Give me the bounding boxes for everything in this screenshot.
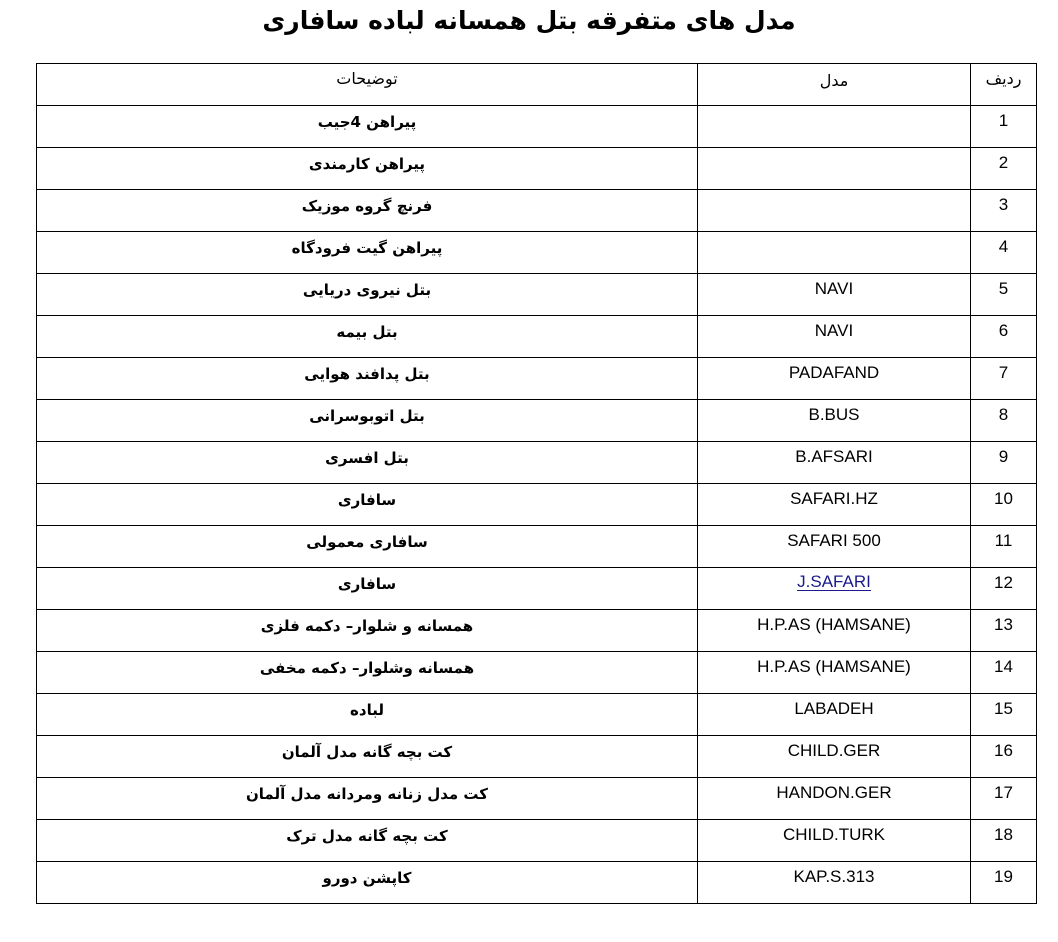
description-cell: سافاری (37, 484, 698, 526)
row-number-cell: 6 (971, 316, 1037, 358)
model-cell (698, 568, 971, 610)
row-number-cell: 9 (971, 442, 1037, 484)
table-row (37, 820, 1037, 862)
description-cell: بتل اتوبوسرانی (37, 400, 698, 442)
description-cell: همسانه وشلوار– دکمه مخفی (37, 652, 698, 694)
model-cell: NAVI (698, 316, 971, 358)
table-row (37, 148, 1037, 190)
table-row (37, 316, 1037, 358)
description-cell: همسانه و شلوار– دکمه فلزی (37, 610, 698, 652)
row-number-cell: 3 (971, 190, 1037, 232)
row-number-cell: 18 (971, 820, 1037, 862)
header-row-number: ردیف (971, 64, 1037, 106)
header-description: توضیحات (37, 64, 698, 106)
table-row (37, 736, 1037, 778)
table-row (37, 568, 1037, 610)
model-cell: KAP.S.313 (698, 862, 971, 904)
table-row (37, 778, 1037, 820)
model-cell: B.AFSARI (698, 442, 971, 484)
model-cell: PADAFAND (698, 358, 971, 400)
table-row (37, 190, 1037, 232)
table-row (37, 274, 1037, 316)
description-cell: بتل نیروی دریایی (37, 274, 698, 316)
model-cell: CHILD.GER (698, 736, 971, 778)
row-number-cell: 7 (971, 358, 1037, 400)
description-cell: پیراهن گیت فرودگاه (37, 232, 698, 274)
description-cell: بتل پدافند هوایی (37, 358, 698, 400)
table-row (37, 400, 1037, 442)
description-cell: فرنچ گروه موزیک (37, 190, 698, 232)
row-number-cell: 12 (971, 568, 1037, 610)
model-cell: LABADEH (698, 694, 971, 736)
row-number-cell: 11 (971, 526, 1037, 568)
row-number-cell: 14 (971, 652, 1037, 694)
description-cell: کت بچه گانه مدل آلمان (37, 736, 698, 778)
table-row (37, 232, 1037, 274)
table-row (37, 358, 1037, 400)
model-cell (698, 148, 971, 190)
row-number-cell: 2 (971, 148, 1037, 190)
model-cell: HANDON.GER (698, 778, 971, 820)
model-cell (698, 190, 971, 232)
row-number-cell: 16 (971, 736, 1037, 778)
table-row (37, 442, 1037, 484)
description-cell: پیراهن 4جیب (37, 106, 698, 148)
description-cell: پیراهن کارمندی (37, 148, 698, 190)
description-cell: سافاری (37, 568, 698, 610)
table-row (37, 652, 1037, 694)
row-number-cell: 8 (971, 400, 1037, 442)
row-number-cell: 19 (971, 862, 1037, 904)
table-row (37, 610, 1037, 652)
description-cell: بتل افسری (37, 442, 698, 484)
model-cell: B.BUS (698, 400, 971, 442)
row-number-cell: 1 (971, 106, 1037, 148)
header-model: مدل (698, 64, 971, 106)
description-cell: بتل بیمه (37, 316, 698, 358)
table-row (37, 862, 1037, 904)
model-cell: H.P.AS (HAMSANE) (698, 610, 971, 652)
model-cell: CHILD.TURK (698, 820, 971, 862)
table-row (37, 484, 1037, 526)
description-cell: سافاری معمولی (37, 526, 698, 568)
row-number-cell: 15 (971, 694, 1037, 736)
model-cell: SAFARI.HZ (698, 484, 971, 526)
row-number-cell: 17 (971, 778, 1037, 820)
model-link[interactable]: J.SAFARI (797, 568, 871, 591)
row-number-cell: 5 (971, 274, 1037, 316)
row-number-cell: 10 (971, 484, 1037, 526)
table-row (37, 106, 1037, 148)
description-cell: لباده (37, 694, 698, 736)
models-table (36, 63, 1037, 904)
model-cell: H.P.AS (HAMSANE) (698, 652, 971, 694)
model-cell: NAVI (698, 274, 971, 316)
table-row (37, 694, 1037, 736)
model-cell (698, 232, 971, 274)
page-title: مدل های متفرقه بتل همسانه لباده سافاری (262, 6, 796, 35)
description-cell: کاپشن دورو (37, 862, 698, 904)
model-cell (698, 106, 971, 148)
table-row (37, 526, 1037, 568)
row-number-cell: 4 (971, 232, 1037, 274)
model-cell: SAFARI 500 (698, 526, 971, 568)
row-number-cell: 13 (971, 610, 1037, 652)
description-cell: کت بچه گانه مدل ترک (37, 820, 698, 862)
description-cell: کت مدل زنانه ومردانه مدل آلمان (37, 778, 698, 820)
table-header-row (37, 64, 1037, 106)
